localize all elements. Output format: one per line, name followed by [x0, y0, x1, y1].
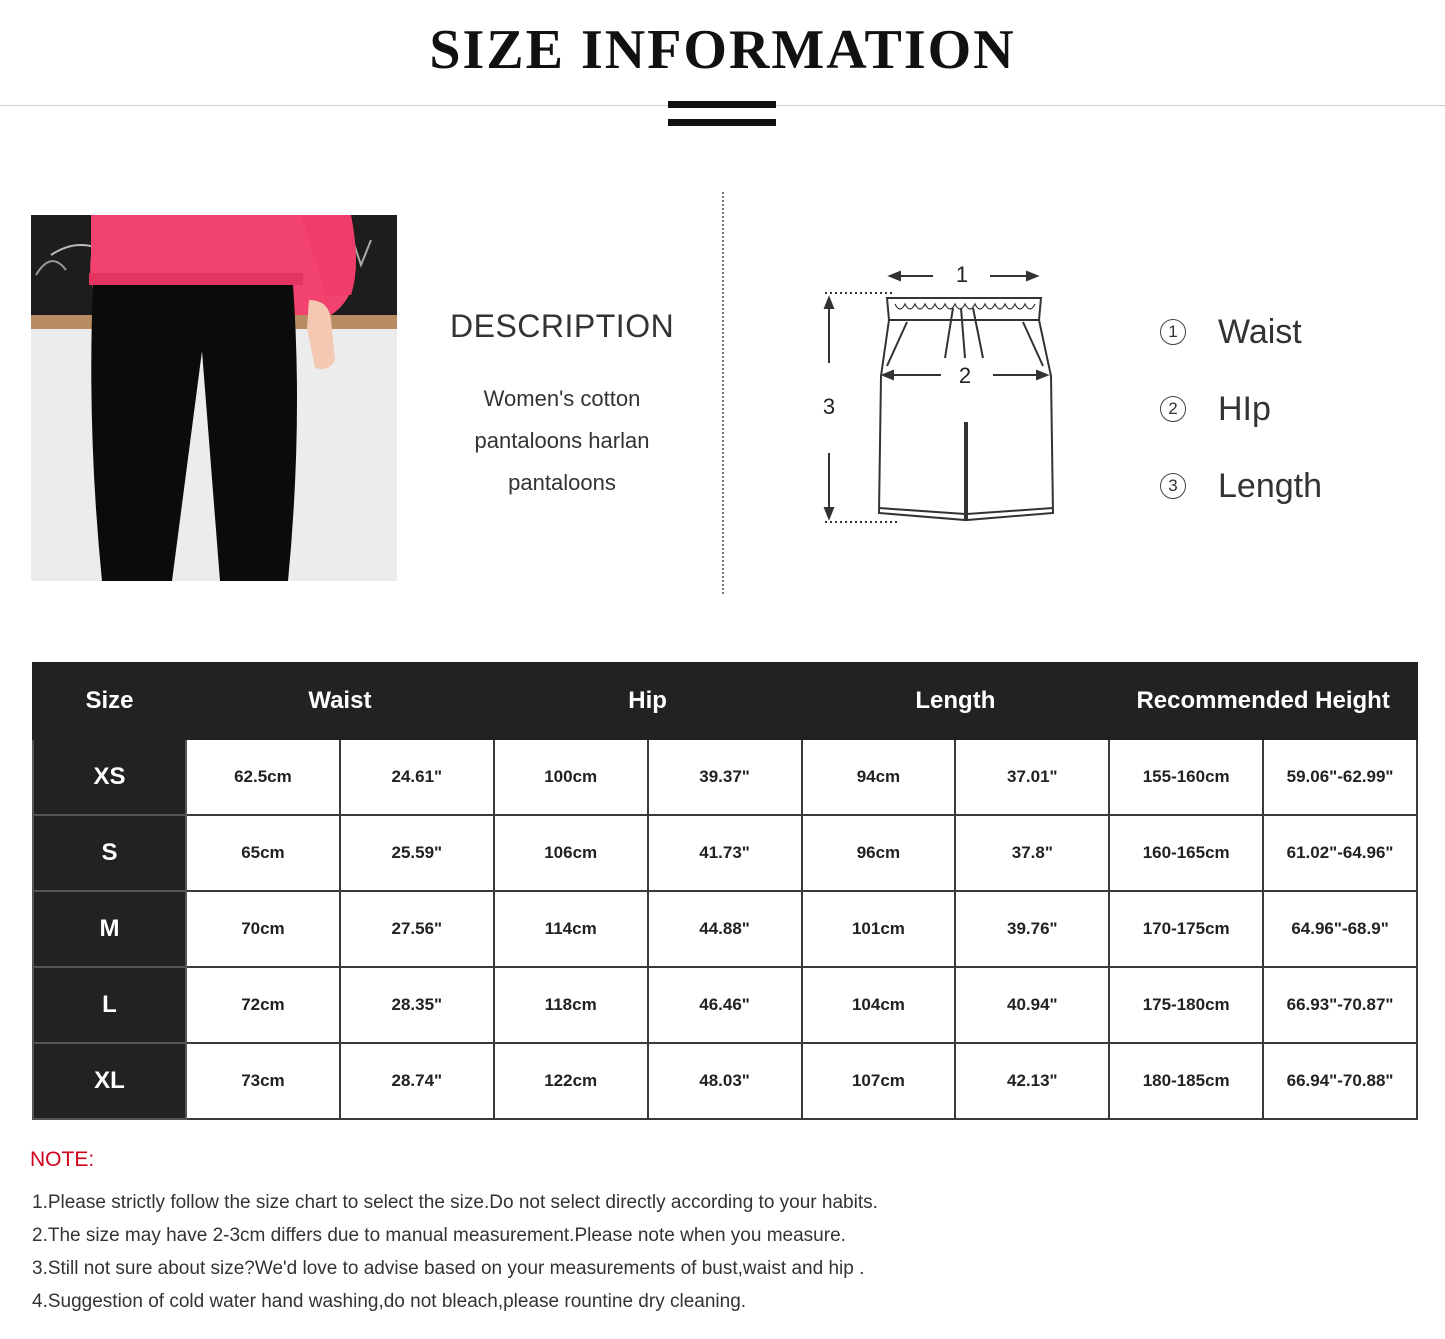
table-cell: 70cm [186, 891, 340, 967]
note-item: 3.Still not sure about size?We'd love to advise based on your measurements of bust,waist and hip . [32, 1258, 865, 1279]
table-cell: 25.59" [340, 815, 494, 891]
table-cell: 155-160cm [1109, 739, 1263, 815]
legend-label: Length [1218, 466, 1322, 505]
table-row [33, 815, 1417, 891]
table-row [33, 1043, 1417, 1119]
legend-item-hip [1160, 384, 1271, 434]
legend-label: Waist [1218, 312, 1302, 351]
table-row [33, 739, 1417, 815]
table-cell: 160-165cm [1109, 815, 1263, 891]
size-label-cell: XL [33, 1043, 186, 1119]
table-cell: 46.46" [648, 967, 802, 1043]
note-item: 4.Suggestion of cold water hand washing,do not bleach,please rountine dry cleaning. [32, 1291, 747, 1312]
table-row [33, 891, 1417, 967]
diagram-label-waist: 1 [955, 262, 969, 287]
table-row [33, 967, 1417, 1043]
table-cell: 114cm [494, 891, 648, 967]
table-cell: 37.01" [955, 739, 1109, 815]
table-cell: 106cm [494, 815, 648, 891]
table-cell: 61.02"-64.96" [1263, 815, 1417, 891]
table-cell: 28.35" [340, 967, 494, 1043]
table-cell: 40.94" [955, 967, 1109, 1043]
product-photo [31, 215, 397, 581]
table-cell: 175-180cm [1109, 967, 1263, 1043]
table-cell: 94cm [802, 739, 956, 815]
legend-item-waist [1160, 307, 1302, 357]
table-header-row [33, 663, 1417, 739]
size-label-cell: L [33, 967, 186, 1043]
table-cell: 66.93"-70.87" [1263, 967, 1417, 1043]
table-cell: 27.56" [340, 891, 494, 967]
section-divider [722, 192, 724, 594]
shorts-diagram-art [815, 258, 1065, 533]
table-cell: 24.61" [340, 739, 494, 815]
title-underline-bar [668, 119, 776, 126]
table-cell: 104cm [802, 967, 956, 1043]
table-cell: 107cm [802, 1043, 956, 1119]
header-hip: Hip [494, 663, 802, 739]
table-cell: 59.06"-62.99" [1263, 739, 1417, 815]
size-label-cell: XS [33, 739, 186, 815]
table-cell: 39.76" [955, 891, 1109, 967]
table-cell: 41.73" [648, 815, 802, 891]
legend-number: 1 [1160, 319, 1186, 345]
table-cell: 170-175cm [1109, 891, 1263, 967]
table-cell: 39.37" [648, 739, 802, 815]
page-title: SIZE INFORMATION [429, 19, 1016, 81]
table-cell: 122cm [494, 1043, 648, 1119]
header-waist: Waist [186, 663, 494, 739]
table-cell: 65cm [186, 815, 340, 891]
title-underline-bar [668, 101, 776, 108]
header-recommended-height: Recommended Height [1109, 663, 1417, 739]
diagram-label-hip: 2 [958, 363, 972, 388]
description-line: pantaloons harlan [474, 428, 650, 453]
note-item: 2.The size may have 2-3cm differs due to manual measurement.Please note when you measure. [32, 1225, 846, 1246]
table-cell: 62.5cm [186, 739, 340, 815]
table-cell: 73cm [186, 1043, 340, 1119]
legend-number: 3 [1160, 473, 1186, 499]
description-line: pantaloons [508, 470, 616, 495]
note-title: NOTE: [30, 1148, 95, 1171]
table-cell: 64.96"-68.9" [1263, 891, 1417, 967]
table-cell: 100cm [494, 739, 648, 815]
description-body [432, 378, 692, 504]
shorts-diagram [815, 258, 1065, 533]
size-label-cell: M [33, 891, 186, 967]
legend-number: 2 [1160, 396, 1186, 422]
table-cell: 44.88" [648, 891, 802, 967]
table-cell: 180-185cm [1109, 1043, 1263, 1119]
table-cell: 118cm [494, 967, 648, 1043]
table-cell: 96cm [802, 815, 956, 891]
product-photo-art [31, 215, 397, 581]
size-label-cell: S [33, 815, 186, 891]
description-line: Women's cotton [483, 386, 641, 411]
legend-item-length [1160, 461, 1322, 511]
header-length: Length [802, 663, 1110, 739]
description-title: DESCRIPTION [450, 308, 675, 344]
diagram-label-length: 3 [822, 394, 836, 419]
header-size: Size [33, 663, 186, 739]
table-cell: 101cm [802, 891, 956, 967]
note-item: 1.Please strictly follow the size chart to select the size.Do not select directly according to your habits. [32, 1192, 878, 1213]
table-cell: 28.74" [340, 1043, 494, 1119]
table-cell: 72cm [186, 967, 340, 1043]
table-cell: 48.03" [648, 1043, 802, 1119]
table-cell: 66.94"-70.88" [1263, 1043, 1417, 1119]
table-cell: 37.8" [955, 815, 1109, 891]
table-cell: 42.13" [955, 1043, 1109, 1119]
size-table [32, 662, 1418, 1120]
legend-label: HIp [1218, 389, 1271, 428]
